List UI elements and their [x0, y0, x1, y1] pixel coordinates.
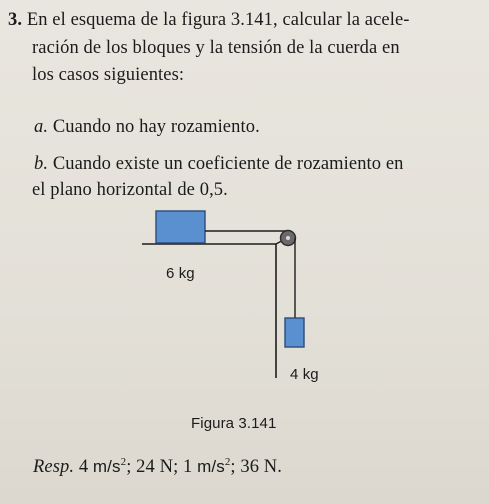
case-a-letter: a. [34, 117, 49, 137]
answer-prefix: Resp. [33, 457, 75, 477]
case-b-text-1: Cuando existe un coeficiente de rozamiento en [52, 154, 404, 174]
problem-line-2: ración de los bloques y la tensión de la cuerda en [32, 38, 400, 58]
answer-exp-1: 2 [120, 456, 127, 468]
problem-line-3: los casos siguientes: [32, 65, 185, 85]
problem-number: 3. [8, 10, 23, 30]
answer-exp-2: 2 [224, 456, 231, 468]
answer-line [33, 455, 282, 479]
figure-caption: Figura 3.141 [191, 415, 277, 432]
answer-a1: 4 [78, 457, 89, 477]
case-b-text-2: el plano horizontal de 0,5. [32, 180, 228, 200]
case-b-letter: b. [34, 154, 49, 174]
pulley-hub [286, 236, 290, 240]
answer-sep-1: ; 24 N; 1 [126, 457, 193, 477]
case-a-text: Cuando no hay rozamiento. [52, 117, 260, 137]
answer-unit-2: m/s [197, 457, 225, 476]
label-6kg: 6 kg [166, 265, 195, 282]
problem-text-1: En el esquema de la figura 3.141, calcular la acele- [26, 10, 410, 30]
block-4kg [285, 318, 304, 347]
block-6kg [156, 211, 205, 243]
answer-unit-1: m/s [92, 457, 121, 476]
label-4kg: 4 kg [290, 366, 319, 383]
answer-sep-2: ; 36 N. [230, 457, 282, 477]
